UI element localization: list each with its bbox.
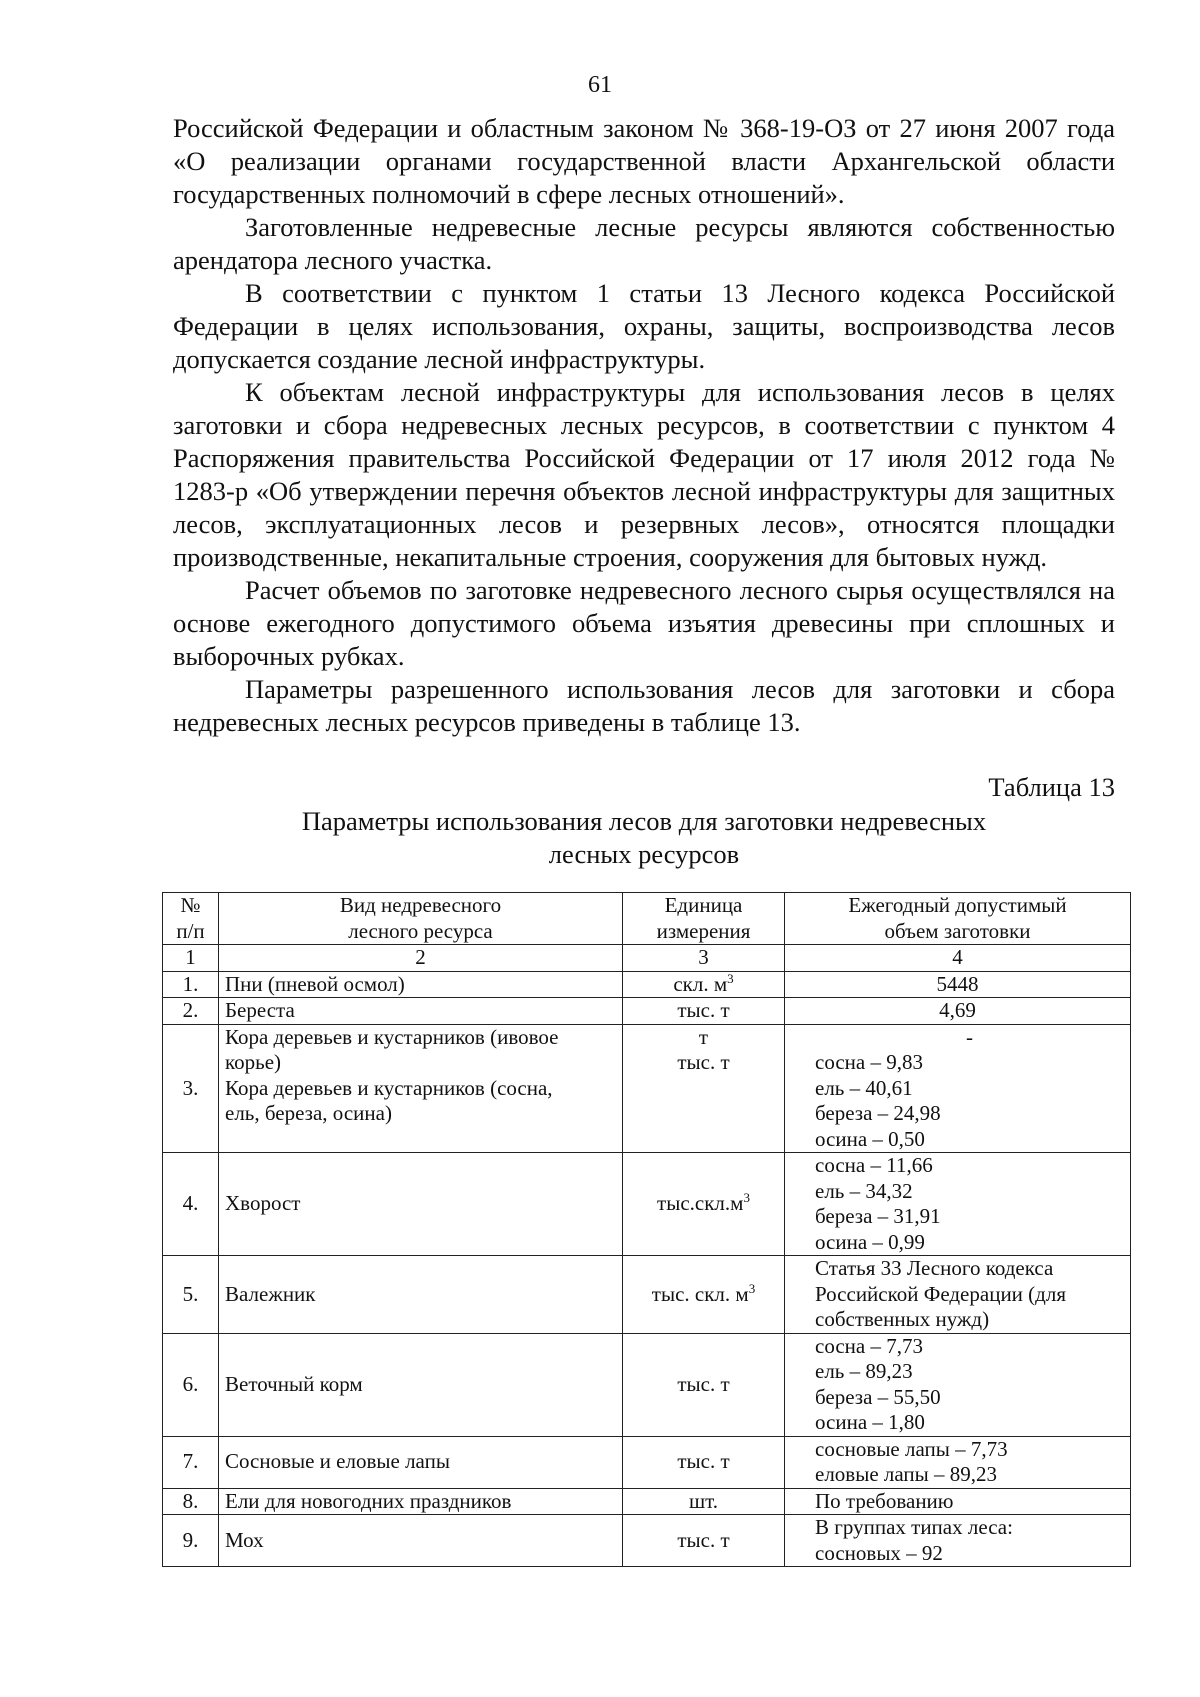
unit-line: скл. м [673, 971, 728, 996]
annual-volume-line: береза – 55,50 [815, 1384, 941, 1409]
resource-name-line: Мох [225, 1527, 264, 1552]
unit-line: тыс. т [677, 1527, 730, 1552]
paragraph: В соответствии с пунктом 1 статьи 13 Лесного кодекса Российской Федерации в целях использования, охраны, защиты, воспроизводства лесов допускается создание лесной инфраструктуры. [173, 278, 1115, 374]
unit [623, 1436, 785, 1488]
header-unit: Единица измерения [623, 893, 785, 945]
page-number: 61 [588, 72, 612, 98]
unit-line: тыс. т [677, 998, 730, 1022]
row-number: 5. [163, 1256, 219, 1334]
column-number: 1 [163, 945, 219, 972]
resource-name [219, 998, 623, 1025]
table-row [163, 1153, 1131, 1256]
paragraph: Заготовленные недревесные лесные ресурсы являются собственностью арендатора лесного участка. [173, 212, 1115, 275]
annual-volume-line: сосновых – 92 [815, 1540, 943, 1565]
unit [623, 1488, 785, 1515]
table-header-row [163, 893, 1131, 945]
annual-volume [785, 1256, 1131, 1334]
parameters-table [162, 892, 1131, 1567]
column-number: 2 [219, 945, 623, 972]
unit [623, 1256, 785, 1334]
table-title-line: Параметры использования лесов для заготовки недревесных [301, 806, 987, 836]
table-row [163, 1488, 1131, 1515]
unit [623, 1024, 785, 1153]
annual-volume [785, 998, 1131, 1025]
unit-line: шт. [688, 1488, 719, 1513]
table-row [163, 998, 1131, 1025]
row-number: 7. [163, 1436, 219, 1488]
annual-volume-line: 5448 [936, 971, 979, 996]
row-number: 2. [163, 998, 219, 1025]
annual-volume [785, 1436, 1131, 1488]
annual-volume-line: сосновые лапы – 7,73 [815, 1436, 1008, 1461]
resource-name-line: Веточный корм [225, 1371, 363, 1396]
column-number: 3 [623, 945, 785, 972]
unit [623, 1515, 785, 1567]
annual-volume-line: береза – 31,91 [815, 1204, 941, 1228]
table-row [163, 1333, 1131, 1436]
resource-name [219, 1333, 623, 1436]
annual-volume-line: По требованию [815, 1488, 954, 1513]
resource-name [219, 1488, 623, 1515]
annual-volume-line: осина – 0,50 [815, 1126, 925, 1151]
table-title-line: лесных ресурсов [548, 839, 740, 869]
unit-line: т [698, 1024, 709, 1049]
unit-superscript: 3 [748, 1280, 756, 1296]
annual-volume [785, 1153, 1131, 1256]
annual-volume-line: - [966, 1024, 973, 1049]
annual-volume [785, 1333, 1131, 1436]
unit [623, 1153, 785, 1256]
unit [623, 998, 785, 1025]
body-text [173, 112, 1115, 739]
unit [623, 1333, 785, 1436]
resource-name-line: Ели для новогодних праздников [225, 1488, 512, 1513]
annual-volume-line: береза – 24,98 [815, 1101, 941, 1125]
resource-name-line: Кора деревьев и кустарников (ивовое [225, 1024, 559, 1049]
paragraph: Российской Федерации и областным законом № 368-19-ОЗ от 27 июня 2007 года «О реализации органами государственной власти Архангельской области государственных полномочий в сфере лесных отношений». [173, 113, 1115, 209]
annual-volume-line: сосна – 11,66 [815, 1153, 933, 1177]
annual-volume [785, 1024, 1131, 1153]
annual-volume-line: ель – 34,32 [815, 1178, 913, 1203]
resource-name-line: Сосновые и еловые лапы [225, 1449, 450, 1474]
annual-volume-line: осина – 1,80 [815, 1410, 925, 1434]
table-body [163, 971, 1131, 1567]
resource-name [219, 1515, 623, 1567]
annual-volume-line: В группах типах леса: [815, 1515, 1013, 1539]
annual-volume-line: 4,69 [939, 998, 976, 1022]
resource-name [219, 1436, 623, 1488]
unit-line: тыс. т [677, 1449, 730, 1474]
row-number: 1. [163, 971, 219, 998]
row-number: 6. [163, 1333, 219, 1436]
table-row [163, 1515, 1131, 1567]
unit-line: тыс. т [677, 1050, 730, 1074]
row-number: 3. [163, 1024, 219, 1153]
header-name: Вид недревесного лесного ресурса [219, 893, 623, 945]
resource-name-line: корье) [225, 1050, 282, 1074]
resource-name [219, 971, 623, 998]
annual-volume-line: собственных нужд) [815, 1307, 990, 1331]
row-number: 9. [163, 1515, 219, 1567]
unit-line: тыс.скл.м [657, 1191, 744, 1216]
resource-name-line: Кора деревьев и кустарников (сосна, [225, 1075, 553, 1100]
column-numbers-row [163, 945, 1131, 972]
resource-name [219, 1256, 623, 1334]
table-row [163, 1256, 1131, 1334]
unit-superscript: 3 [743, 1190, 750, 1206]
annual-volume [785, 971, 1131, 998]
header-value: Ежегодный допустимый объем заготовки [785, 893, 1131, 945]
resource-name-line: Валежник [225, 1281, 316, 1306]
annual-volume [785, 1488, 1131, 1515]
header-num: № п/п [163, 893, 219, 945]
annual-volume-line: ель – 40,61 [815, 1075, 913, 1100]
unit [623, 971, 785, 998]
resource-name [219, 1024, 623, 1153]
unit-line: тыс. скл. м [651, 1281, 749, 1306]
annual-volume-line: осина – 0,99 [815, 1229, 925, 1254]
annual-volume-line: Российской Федерации (для [815, 1281, 1066, 1306]
annual-volume-line: ель – 89,23 [815, 1359, 913, 1383]
annual-volume-line: Статья 33 Лесного кодекса [815, 1256, 1054, 1280]
table-title [173, 805, 1115, 871]
table-label: Таблица 13 [988, 772, 1115, 802]
row-number: 8. [163, 1488, 219, 1515]
annual-volume-line: еловые лапы – 89,23 [815, 1462, 998, 1486]
row-number: 4. [163, 1153, 219, 1256]
table-row [163, 1024, 1131, 1153]
annual-volume [785, 1515, 1131, 1567]
annual-volume-line: сосна – 9,83 [815, 1050, 923, 1074]
unit-superscript: 3 [727, 970, 734, 986]
paragraph: Параметры разрешенного использования лесов для заготовки и сбора недревесных лесных ресурсов приведены в таблице 13. [173, 674, 1115, 737]
column-number: 4 [785, 945, 1131, 972]
annual-volume-line: сосна – 7,73 [815, 1333, 923, 1358]
paragraph: Расчет объемов по заготовке недревесного лесного сырья осуществлялся на основе ежегодного допустимого объема изъятия древесины при сплошных и выборочных рубках. [173, 575, 1115, 671]
table-row [163, 971, 1131, 998]
resource-name-line: Пни (пневой осмол) [225, 971, 405, 996]
resource-name-line: Хворост [225, 1191, 301, 1216]
resource-name-line: Береста [225, 998, 295, 1022]
paragraph: К объектам лесной инфраструктуры для использования лесов в целях заготовки и сбора недревесных лесных ресурсов, в соответствии с пунктом 4 Распоряжения правительства Российской Федерации от 17 июля 2012 года № 1283-р «Об утверждении перечня объектов лесной инфраструктуры для защитных лесов, эксплуатационных лесов и резервных лесов», относятся площадки производственные, некапитальные строения, сооружения для бытовых нужд. [173, 377, 1115, 572]
table-row [163, 1436, 1131, 1488]
resource-name-line: ель, береза, осина) [225, 1101, 392, 1125]
unit-line: тыс. т [677, 1371, 730, 1396]
resource-name [219, 1153, 623, 1256]
